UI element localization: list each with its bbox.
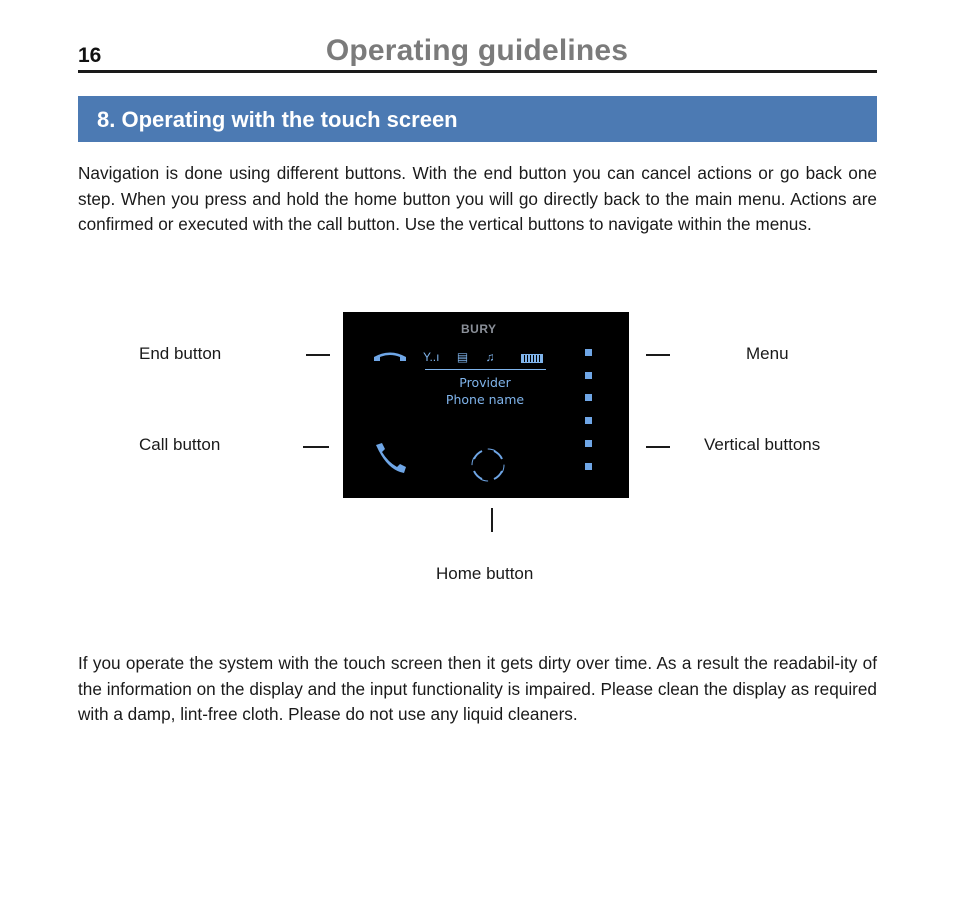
device-screen <box>343 312 629 498</box>
vertical-button-1[interactable] <box>585 349 592 356</box>
status-underline <box>425 369 546 370</box>
label-menu: Menu <box>746 344 789 363</box>
antenna-signal-icon: Y..ı <box>423 350 440 364</box>
page-number: 16 <box>78 44 102 67</box>
label-home-button: Home button <box>436 564 534 583</box>
section-title: 8. Operating with the touch screen <box>97 107 458 132</box>
vertical-button-2[interactable] <box>585 372 592 379</box>
vertical-button-6[interactable] <box>585 463 592 470</box>
leader-call-button <box>303 446 329 448</box>
call-button-icon[interactable] <box>371 440 409 476</box>
vertical-button-4[interactable] <box>585 417 592 424</box>
phone-name-text: Phone name <box>445 392 525 407</box>
page-title: Operating guidelines <box>325 34 629 67</box>
vertical-button-5[interactable] <box>585 440 592 447</box>
vertical-button-3[interactable] <box>585 394 592 401</box>
leader-menu <box>646 354 670 356</box>
intro-paragraph: Navigation is done using different buttons. With the end button you can cancel actions or go back one step. When you press and hold the home button you will go directly back to the main menu. Actions are confirmed or executed with the call button. Use the vertical buttons to navigate within the menus. <box>78 163 877 235</box>
music-note-icon: ♫ <box>485 350 495 364</box>
phonebook-icon: ▤ <box>456 350 469 364</box>
label-vertical-buttons: Vertical buttons <box>704 435 821 454</box>
status-row <box>423 350 509 364</box>
closing-paragraph: If you operate the system with the touch screen then it gets dirty over time. As a result the readabil-ity of the information on the display and the input functionality is impaired. Please clean the display as required with a damp, lint-free cloth. Please do not use any liquid cleaners. <box>78 653 877 725</box>
provider-text: Provider <box>459 375 511 390</box>
label-end-button: End button <box>139 344 222 363</box>
home-button-icon[interactable] <box>468 445 508 485</box>
end-button-icon[interactable] <box>371 348 409 366</box>
label-call-button: Call button <box>139 435 221 454</box>
leader-home-button <box>491 508 493 532</box>
leader-end-button <box>306 354 330 356</box>
brand-logo: BURY <box>461 322 497 336</box>
leader-vertical-buttons <box>646 446 670 448</box>
battery-icon <box>521 354 543 363</box>
section-header-bar <box>78 96 877 142</box>
header-rule <box>78 70 877 73</box>
